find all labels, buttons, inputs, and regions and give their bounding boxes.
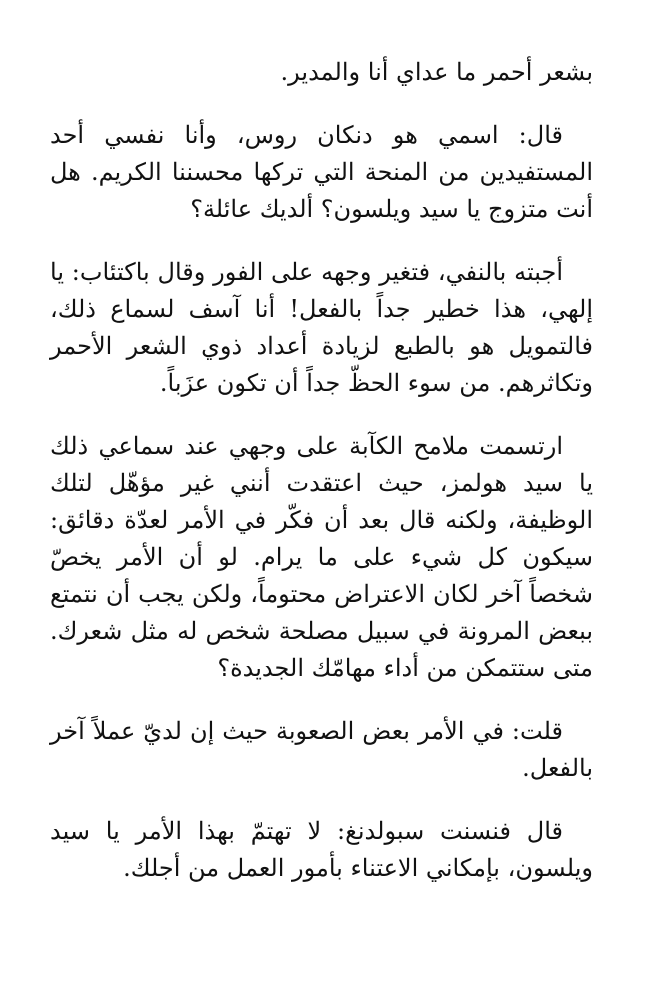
paragraph-6: قال فنسنت سبولدنغ: لا تهتمّ بهذا الأمر يا سيد ويلسون، بإمكاني الاعتناء بأمور العمل من أجلك. — [50, 817, 593, 882]
paragraph-2: قال: اسمي هو دنكان روس، وأنا نفسي أحد المستفيدين من المنحة التي تركها محسننا الكريم. هل أنت متزوج يا سيد ويلسون؟ ألديك عائلة؟ — [50, 121, 593, 223]
paragraph-4: ارتسمت ملامح الكآبة على وجهي عند سماعي ذلك يا سيد هولمز، حيث اعتقدت أنني غير مؤهّل لتلك الوظيفة، ولكنه قال بعد أن فكّر في الأمر لعدّة دقائق: سيكون كل شيء على ما يرام. لو أن الأمر يخصّ شخصاً آخر لكان الاعتراض محتوماً، ولكن يجب أن نتمتع ببعض المرونة في سبيل مصلحة شخص له مثل شعرك. متى ستتمكن من أداء مهامّك الجديدة؟ — [50, 432, 593, 682]
paragraph-1: بشعر أحمر ما عداي أنا والمدير. — [280, 58, 593, 86]
paragraph-3: أجبته بالنفي، فتغير وجهه على الفور وقال باكتئاب: يا إلهي، هذا خطير جداً بالفعل! أنا آسف لسماع ذلك، فالتمويل هو بالطبع لزيادة أعداد ذوي الشعر الأحمر وتكاثرهم. من سوء الحظّ جداً أن تكون عزَباً. — [50, 258, 593, 397]
paragraph-5: قلت: في الأمر بعض الصعوبة حيث إن لديّ عملاً آخر بالفعل. — [50, 717, 593, 782]
